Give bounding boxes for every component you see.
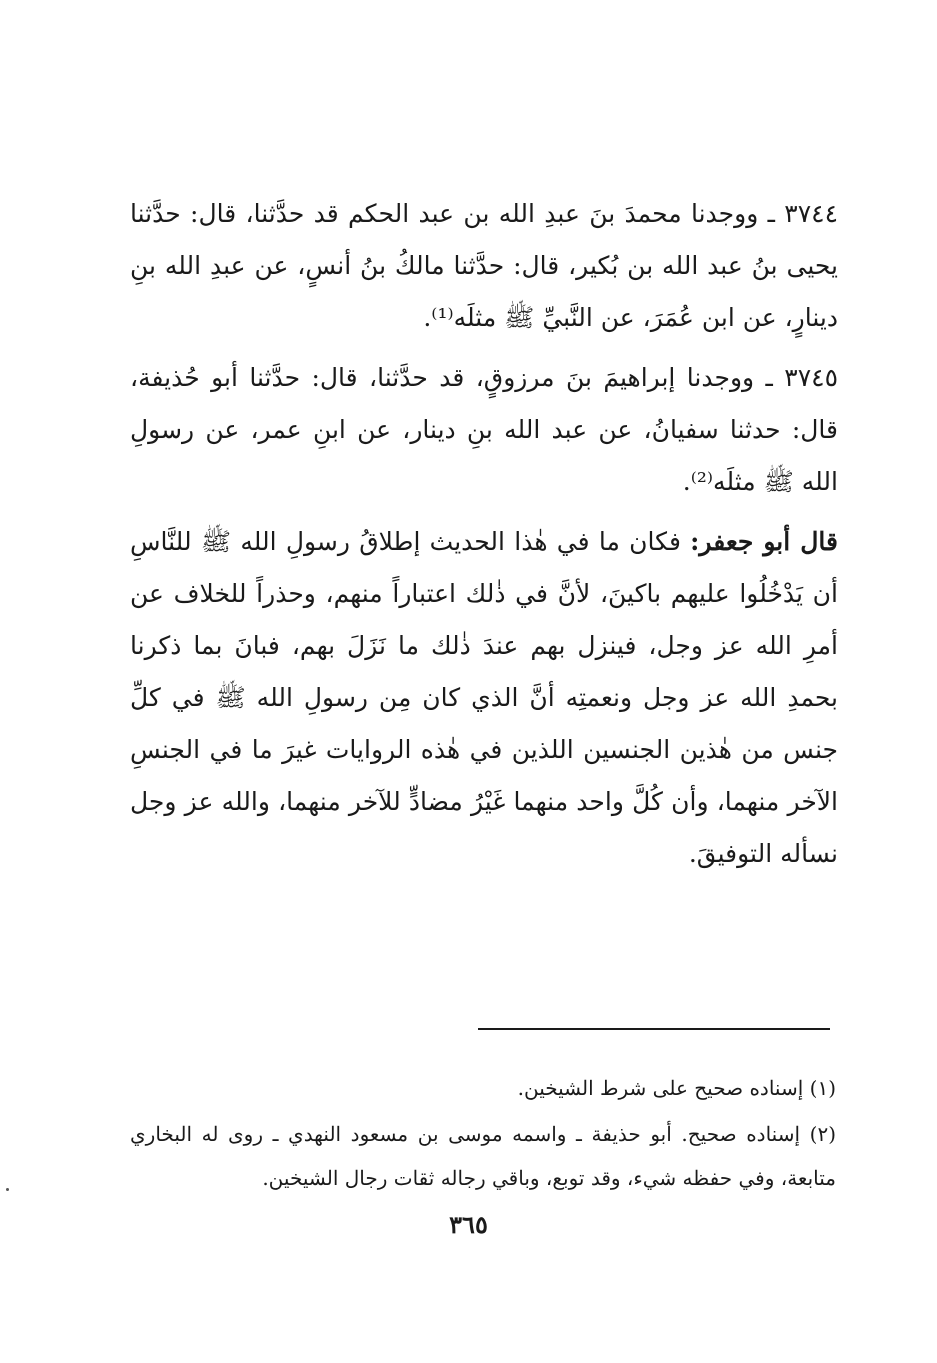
footnotes xyxy=(130,1066,836,1202)
paragraph-text: ٣٧٤٥ ـ ووجدنا إبراهيمَ بنَ مرزوقٍ، قد حدَّثنا، قال: حدَّثنا أبو حُذيفة، قال: حدثنا سفيانُ، عن عبد الله بنِ دينار، عن ابنِ عمر، عن رسولِ الله ﷺ مثلَه⁽²⁾. xyxy=(130,363,838,496)
page-number: ٣٦٥ xyxy=(449,1210,488,1239)
paragraph-text: ٣٧٤٤ ـ ووجدنا محمدَ بنَ عبدِ الله بن عبد الحكم قد حدَّثنا، قال: حدَّثنا يحيى بنُ عبد الله بن بُكير، قال: حدَّثنا مالكُ بنُ أنسٍ، عن عبدِ الله بنِ دينارٍ، عن ابن عُمَرَ، عن النَّبيِّ ﷺ مثلَه⁽¹⁾. xyxy=(130,199,838,332)
hadith-3744-paragraph xyxy=(130,188,838,344)
margin-speck xyxy=(6,1188,9,1191)
footnote-separator xyxy=(478,1028,830,1030)
commentary-text: فكان ما في هٰذا الحديث إطلاقُ رسولِ الله ﷺ للنَّاسِ أن يَدْخُلُوا عليهم باكينَ، لأنَّ في ذٰلك اعتباراً منهم، وحذراً للخلاف عن أمرِ الله عز وجل، فينزل بهم عندَ ذٰلك ما نَزَلَ بهم، فبانَ بما ذكرنا بحمدِ الله عز وجل ونعمتِه أنَّ الذي كان مِن رسولِ الله ﷺ في كلِّ جنس من هٰذين الجنسين اللذين في هٰذه الروايات غيرَ ما في الجنسِ الآخر منهما، وأن كُلَّ واحد منهما غَيْرُ مضادٍّ للآخر منهما، والله عز وجل نسأله التوفيقَ. xyxy=(130,527,838,868)
main-text xyxy=(130,188,838,888)
footnote-1: (١) إسناده صحيح على شرط الشيخين. xyxy=(517,1076,836,1100)
commentary-lead: قال أبو جعفر: xyxy=(690,527,838,556)
footnote-2: (٢) إسناده صحيح. أبو حذيفة ـ واسمه موسى بن مسعود النهدي ـ روى له البخاري متابعة، وفي حفظه شيء، وقد توبع، وباقي رجاله ثقات رجال الشيخين. xyxy=(130,1122,836,1190)
hadith-3745-paragraph xyxy=(130,352,838,508)
commentary-paragraph xyxy=(130,516,838,880)
